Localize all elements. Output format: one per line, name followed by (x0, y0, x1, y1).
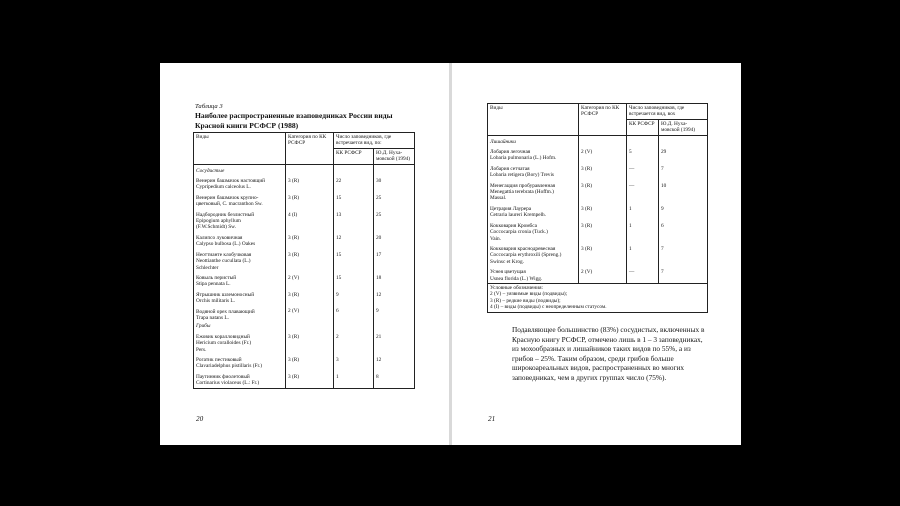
species-entry (196, 357, 283, 370)
species-name-line: Уснея цветущая (490, 269, 526, 276)
kk-count-cell (336, 308, 371, 321)
species-entry (196, 212, 283, 231)
kk-count: — (629, 165, 635, 172)
yud-count-cell (661, 269, 705, 282)
header-species: Виды (194, 133, 286, 165)
species-entry (490, 149, 576, 162)
species-name-line: Cortinarius violaceus (L.: Fr.) (196, 380, 260, 387)
yud-count: 7 (661, 165, 664, 172)
kk-count-column (334, 164, 374, 388)
kk-count-cell (336, 374, 371, 387)
yud-count-cell (661, 246, 705, 265)
species-name-line: Ковыль перистый (196, 274, 237, 281)
kk-count-cell (629, 223, 656, 242)
yud-count-cell (376, 334, 412, 353)
species-entry (490, 183, 576, 202)
header-reserves: Число заповедников, где встречается вид, по: (334, 133, 415, 149)
category-value: 2 (V) (581, 268, 593, 275)
yud-count: 20 (376, 234, 382, 241)
species-name-line: Цетрария Лаурера (490, 205, 532, 212)
kk-count: — (629, 268, 635, 275)
kk-count: 1 (629, 245, 632, 252)
category-value-cell (581, 183, 624, 202)
species-entry (196, 252, 283, 271)
category-value: 3 (R) (288, 356, 300, 363)
yud-count-cell (376, 252, 412, 271)
species-name-line: Лобария легочная (490, 149, 531, 156)
kk-count-cell (336, 235, 371, 248)
header-species: Виды (488, 104, 579, 136)
kk-count: 2 (336, 333, 339, 340)
yud-count: 29 (661, 149, 667, 156)
category-value: 3 (R) (581, 222, 593, 229)
species-name-line: Паутинник фиолетовый (196, 373, 250, 380)
kk-count: 1 (629, 205, 632, 212)
species-name-line: Epipogium aphyllum (196, 218, 241, 225)
species-name-line: цветковый, C. macranthon Sw. (196, 201, 263, 208)
species-name-line: Hericium coralloides (Fr.) (196, 340, 252, 347)
right-page (452, 63, 741, 445)
legend-line: 3 (R) – редкие виды (подвиды); (490, 297, 561, 304)
yud-count: 10 (661, 182, 667, 189)
kk-count-cell (336, 275, 371, 288)
legend-line: 2 (V) – уязвимые виды (подвиды); (490, 291, 568, 298)
left-page (160, 63, 449, 445)
category-value: 3 (R) (288, 178, 300, 185)
yud-count-cell (376, 178, 412, 191)
header-kk: КК РСФСР (334, 148, 374, 164)
species-name-line: Рогатик пестиковый (196, 356, 242, 363)
species-name-line: Lobaria retigera (Bory) Trevis (490, 172, 554, 179)
yud-count-cell (661, 206, 705, 219)
category-value-cell (581, 166, 624, 179)
species-name-line: Neottianthe cucullata (L.) (196, 258, 251, 265)
category-value-cell (288, 357, 331, 370)
legend (488, 283, 708, 312)
category-value: 3 (R) (288, 251, 300, 258)
yud-count-column (659, 135, 708, 283)
species-name-line: Coccocarpia erythroxili (Spreng.) (490, 252, 562, 259)
species-name-line: Ятрышник шлемоносный (196, 291, 255, 298)
kk-count: 1 (336, 373, 339, 380)
species-name-line: Menegattia terebrata (Hoffm.) (490, 189, 554, 196)
species-name-line: Trapa natans L. (196, 314, 229, 321)
species-name-line: Лобария сетчатая (490, 165, 530, 172)
section-spacer (661, 139, 705, 145)
yud-count: 6 (661, 222, 664, 229)
species-name-line: Schlechter (196, 264, 219, 271)
kk-count-cell (336, 292, 371, 305)
species-entry (196, 334, 283, 353)
kk-count: 9 (336, 291, 339, 298)
yud-count-cell (376, 235, 412, 248)
yud-count: 12 (376, 291, 382, 298)
kk-count-cell (629, 183, 656, 202)
category-value-cell (581, 269, 624, 282)
category-value-cell (288, 374, 331, 387)
kk-count: 1 (629, 222, 632, 229)
species-name-line: Венерин башмачок крупно- (196, 194, 259, 201)
species-column (488, 135, 579, 283)
yud-count: 7 (661, 268, 664, 275)
section-spacer (376, 323, 412, 329)
category-value: 3 (R) (288, 291, 300, 298)
kk-count: 5 (629, 149, 632, 156)
species-name-line: (F.W.Schmidt) Sw. (196, 224, 236, 231)
section-header: Грибы (196, 323, 211, 330)
section-spacer (581, 139, 624, 145)
species-name-line: Usnea florida (L.) Wigg. (490, 275, 543, 282)
species-entry (196, 275, 283, 288)
kk-count: 15 (336, 274, 342, 281)
body-paragraph: Подавляющее большинство (83%) сосудистых, включенных в Красную книгу РСФСР, отмечено лишь в 1 – 3 заповедниках, из мохообразных и лишайников таких видов по 55%, а из грибов – 25%. Таким образом, среди грибов больше широкоареальных видов, распространенных во многих заповедниках, чем в других группах число (75%). (512, 325, 705, 382)
kk-count-cell (629, 166, 656, 179)
category-value-cell (581, 246, 624, 265)
category-value-cell (581, 149, 624, 162)
category-value-cell (288, 334, 331, 353)
section-spacer (629, 139, 656, 145)
header-category: Категория по КК РСФСР (286, 133, 334, 165)
category-value: 3 (R) (288, 373, 300, 380)
kk-count: 15 (336, 251, 342, 258)
header-kk: КК РСФСР (627, 119, 659, 135)
category-value-cell (288, 212, 331, 231)
header-category: Категория по КК РСФСР (579, 104, 627, 136)
species-name-line: Кокковария Кромбса (490, 222, 538, 229)
species-entry (196, 374, 283, 387)
lichen-table (487, 103, 708, 313)
yud-count-column (374, 164, 415, 388)
species-name-line: Венерин башмачок настоящий (196, 178, 266, 185)
kk-count-cell (336, 178, 371, 191)
species-column (194, 164, 286, 388)
yud-count: 17 (376, 251, 382, 258)
category-value: 3 (R) (288, 234, 300, 241)
kk-count-cell (336, 357, 371, 370)
species-name-line: Неоттианте клобучковая (196, 251, 252, 258)
kk-count: 12 (336, 234, 342, 241)
yud-count-cell (376, 195, 412, 208)
kk-count-cell (336, 195, 371, 208)
category-value: 4 (I) (288, 211, 298, 218)
category-value: 3 (R) (288, 194, 300, 201)
header-yud: Ю.Д. Нуха-мовской (1994) (374, 148, 415, 164)
kk-count: 3 (336, 356, 339, 363)
category-column (579, 135, 627, 283)
yud-count: 21 (376, 333, 382, 340)
yud-count-cell (376, 275, 412, 288)
species-name-line: Cypripedium calceolus L. (196, 184, 251, 191)
species-name-line: Cetraria laureri Krempelh. (490, 212, 547, 219)
yud-count-cell (376, 357, 412, 370)
yud-count-cell (661, 223, 705, 242)
species-name-line: Swinsc et Krog. (490, 258, 524, 265)
category-value-cell (288, 292, 331, 305)
species-entry (196, 292, 283, 305)
header-reserves: Число заповедников, где встречается вид, вох (627, 104, 708, 120)
species-entry (490, 269, 576, 282)
legend-line: Условные обозначения: (490, 284, 543, 291)
yud-count-cell (376, 374, 412, 387)
category-column (286, 164, 334, 388)
table-title: Наиболее распространенные взаповедниках России виды Красной книги РСФСР (1988) (195, 111, 393, 130)
category-value-cell (288, 178, 331, 191)
kk-count: 22 (336, 178, 342, 185)
category-value: 3 (R) (581, 165, 593, 172)
species-entry (490, 223, 576, 242)
species-name-line: Orchis militaris L. (196, 298, 235, 305)
species-entry (196, 178, 283, 191)
species-name-line: Кокковария краснодревесная (490, 245, 556, 252)
kk-count-cell (629, 206, 656, 219)
yud-count: 8 (376, 373, 379, 380)
species-name-line: Водяной орех плавающий (196, 308, 255, 315)
section-header: Лишайники (490, 138, 516, 145)
yud-count-cell (376, 308, 412, 321)
species-name-line: Pers. (196, 346, 207, 353)
page-number-left: 20 (196, 415, 204, 423)
kk-count: 15 (336, 194, 342, 201)
species-name-line: Clavariadelphus pistillaris (Fr.) (196, 363, 263, 370)
species-name-line: Calypso bulbosa (L.) Oakes (196, 241, 256, 248)
category-value-cell (288, 195, 331, 208)
kk-count-cell (629, 246, 656, 265)
species-name-line: Надбородник безлистный (196, 211, 255, 218)
yud-count: 7 (661, 245, 664, 252)
yud-count-cell (376, 292, 412, 305)
page-number-right: 21 (488, 415, 496, 423)
kk-count: — (629, 182, 635, 189)
category-value-cell (288, 252, 331, 271)
species-entry (490, 166, 576, 179)
header-yud: Ю.Д. Нуха-мовской (1994) (659, 119, 708, 135)
kk-count: 6 (336, 308, 339, 315)
yud-count: 9 (661, 205, 664, 212)
species-entry (196, 195, 283, 208)
yud-count-cell (661, 166, 705, 179)
section-spacer (288, 168, 331, 174)
category-value-cell (288, 235, 331, 248)
yud-count-cell (376, 212, 412, 231)
yud-count-cell (661, 183, 705, 202)
species-name-line: Coccocarpia cronia (Tuck.) (490, 229, 548, 236)
yud-count: 12 (376, 356, 382, 363)
section-spacer (336, 323, 371, 329)
kk-count-cell (336, 212, 371, 231)
species-name-line: Менегацция пробуравленная (490, 182, 556, 189)
category-value: 3 (R) (581, 245, 593, 252)
species-entry (490, 246, 576, 265)
species-entry (196, 309, 283, 322)
kk-count: 13 (336, 211, 342, 218)
section-spacer (336, 168, 371, 174)
yud-count: 18 (376, 274, 382, 281)
category-value: 2 (V) (288, 308, 300, 315)
species-name-line: Vain. (490, 235, 502, 242)
species-name-line: Stipa pennata L. (196, 281, 231, 288)
yud-count: 30 (376, 178, 382, 185)
species-name-line: Калипсо луковичная (196, 234, 243, 241)
category-value-cell (288, 275, 331, 288)
category-value-cell (581, 223, 624, 242)
category-value: 2 (V) (288, 274, 300, 281)
kk-count-cell (629, 149, 656, 162)
category-value: 3 (R) (581, 205, 593, 212)
category-value-cell (581, 206, 624, 219)
category-value-cell (288, 308, 331, 321)
yud-count: 25 (376, 194, 382, 201)
yud-count: 9 (376, 308, 379, 315)
yud-count: 25 (376, 211, 382, 218)
section-header: Сосудистые (196, 167, 225, 174)
yud-count-cell (661, 149, 705, 162)
category-value: 2 (V) (581, 149, 593, 156)
section-spacer (288, 323, 331, 329)
table-caption: Таблица 3 (195, 103, 223, 110)
species-name-line: Ежовик коралловидный (196, 333, 250, 340)
legend-line: 4 (I) – виды (подвиды) с неопределенным статусом. (490, 304, 607, 311)
kk-count-cell (336, 252, 371, 271)
kk-count-column (627, 135, 659, 283)
species-entry (490, 206, 576, 219)
species-table (193, 132, 415, 389)
kk-count-cell (336, 334, 371, 353)
category-value: 3 (R) (581, 182, 593, 189)
kk-count-cell (629, 269, 656, 282)
section-spacer (376, 168, 412, 174)
category-value: 3 (R) (288, 333, 300, 340)
species-entry (196, 235, 283, 248)
species-name-line: Lobaria pulmonaria (L.) Hofm. (490, 155, 557, 162)
species-name-line: Massal. (490, 195, 507, 202)
